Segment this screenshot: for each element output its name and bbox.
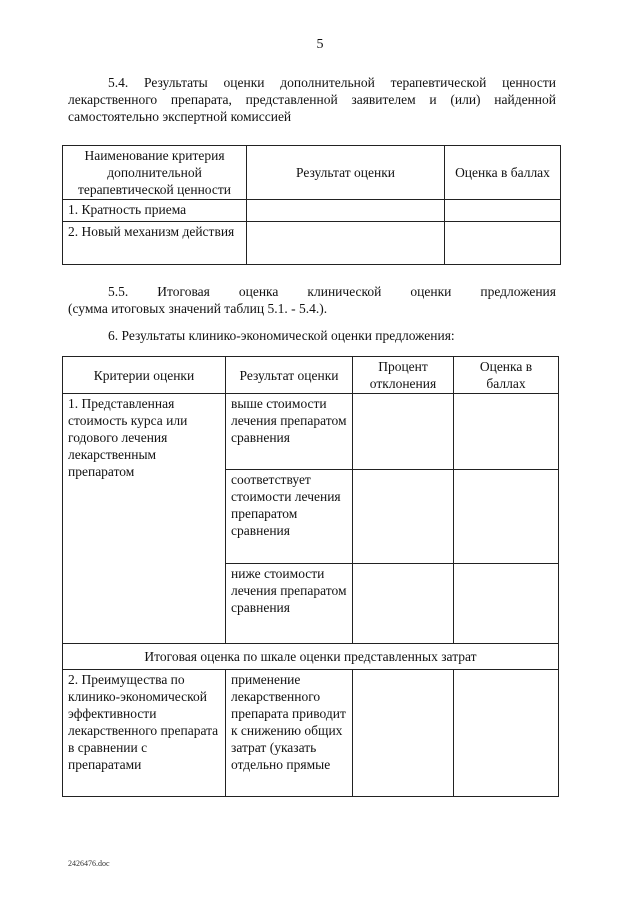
- table2-header-score: Оценка в баллах: [454, 357, 559, 394]
- table1-cell: 2. Новый механизм действия: [63, 222, 247, 265]
- table1-header-result: Результат оценки: [247, 146, 445, 200]
- table2-result-cell: применение лекарственного препарата приводит к снижению общих затрат (указать отдельно прямые: [226, 670, 353, 797]
- section-5-4-line: самостоятельно экспертной комиссией: [68, 109, 292, 124]
- section-5-4-line: 5.4. Результаты оценки дополнительной терапевтической ценности: [108, 75, 556, 90]
- table2-empty-cell: [353, 670, 454, 797]
- section-5-5-paragraph: [68, 283, 556, 317]
- table-row: [63, 644, 559, 670]
- table2-empty-cell: [454, 470, 559, 564]
- page-number: 5: [316, 37, 324, 52]
- table-row: [63, 394, 559, 470]
- table2-result-cell: выше стоимости лечения препаратом сравнения: [226, 394, 353, 470]
- table2-criterion-2: 2. Преимущества по клинико-экономической эффективности лекарственного препарата в сравнении с препаратами: [63, 670, 226, 797]
- table1-cell: [445, 222, 561, 265]
- table2-empty-cell: [353, 394, 454, 470]
- section-5-4-line: лекарственного препарата, представленной заявителем и (или) найденной: [68, 92, 556, 107]
- table1-cell: [247, 222, 445, 265]
- table-row: [63, 670, 559, 797]
- table2-result-cell: соответствует стоимости лечения препаратом сравнения: [226, 470, 353, 564]
- table2-empty-cell: [454, 670, 559, 797]
- table1-cell: [445, 200, 561, 222]
- table2-empty-cell: [353, 564, 454, 644]
- table2-empty-cell: [353, 470, 454, 564]
- table2-header-criteria: Критерии оценки: [63, 357, 226, 394]
- therapeutic-value-table: [62, 145, 561, 265]
- section-5-5-line: (сумма итоговых значений таблиц 5.1. - 5.4.).: [68, 301, 328, 316]
- table2-criterion-1: 1. Представленная стоимость курса или годового лечения лекарственным препаратом: [63, 394, 226, 644]
- table1-cell: 1. Кратность приема: [63, 200, 247, 222]
- clinical-economic-table: [62, 356, 559, 797]
- table2-header-percent: Процент отклонения: [353, 357, 454, 394]
- table2-total-row: Итоговая оценка по шкале оценки представленных затрат: [63, 644, 559, 670]
- footer-filename: 2426476.doc: [68, 859, 110, 868]
- section-6-heading: 6. Результаты клинико-экономической оценки предложения:: [108, 328, 455, 343]
- table-row: [63, 222, 561, 265]
- table2-empty-cell: [454, 394, 559, 470]
- table2-empty-cell: [454, 564, 559, 644]
- table1-cell: [247, 200, 445, 222]
- section-5-4-paragraph: [68, 74, 556, 125]
- table2-result-cell: ниже стоимости лечения препаратом сравнения: [226, 564, 353, 644]
- table1-header-score: Оценка в баллах: [445, 146, 561, 200]
- section-5-5-line: 5.5. Итоговая оценка клинической оценки предложения: [108, 284, 556, 299]
- table-row: [63, 200, 561, 222]
- table2-header-result: Результат оценки: [226, 357, 353, 394]
- table1-header-criterion: Наименование критерия дополнительной терапевтической ценности: [63, 146, 247, 200]
